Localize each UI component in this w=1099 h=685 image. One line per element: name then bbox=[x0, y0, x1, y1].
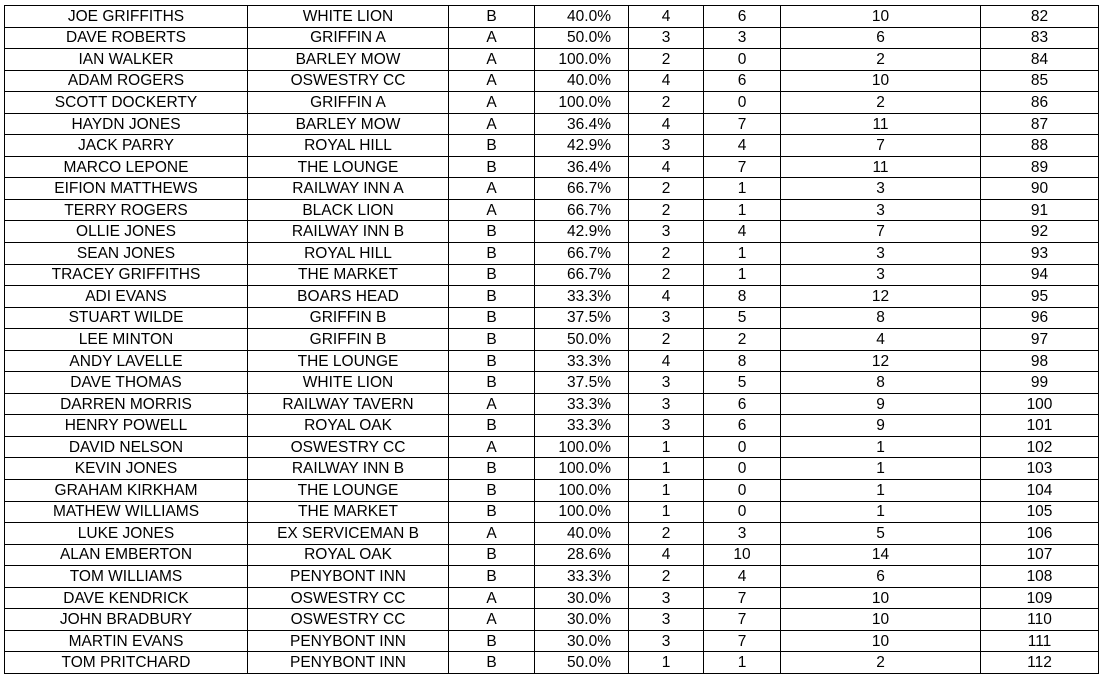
rank-cell: 82 bbox=[981, 6, 1099, 28]
division-cell: B bbox=[449, 135, 535, 157]
player-name-cell: SEAN JONES bbox=[5, 243, 248, 265]
games-lost-cell: 6 bbox=[704, 70, 781, 92]
table-row bbox=[5, 393, 1099, 415]
games-won-cell: 1 bbox=[629, 436, 704, 458]
player-name-cell: DAVE ROBERTS bbox=[5, 27, 248, 49]
rank-cell: 101 bbox=[981, 415, 1099, 437]
division-cell: A bbox=[449, 92, 535, 114]
win-percentage-cell: 37.5% bbox=[535, 307, 629, 329]
player-name-cell: ADI EVANS bbox=[5, 286, 248, 308]
player-name-cell: EIFION MATTHEWS bbox=[5, 178, 248, 200]
games-won-cell: 3 bbox=[629, 630, 704, 652]
games-lost-cell: 3 bbox=[704, 523, 781, 545]
division-cell: A bbox=[449, 587, 535, 609]
table-row bbox=[5, 135, 1099, 157]
team-name-cell: RAILWAY TAVERN bbox=[248, 393, 449, 415]
player-name-cell: IAN WALKER bbox=[5, 49, 248, 71]
rank-cell: 83 bbox=[981, 27, 1099, 49]
table-row bbox=[5, 178, 1099, 200]
games-lost-cell: 7 bbox=[704, 113, 781, 135]
games-won-cell: 3 bbox=[629, 587, 704, 609]
table-row bbox=[5, 652, 1099, 674]
team-name-cell: THE MARKET bbox=[248, 264, 449, 286]
games-lost-cell: 1 bbox=[704, 178, 781, 200]
rank-cell: 96 bbox=[981, 307, 1099, 329]
team-name-cell: RAILWAY INN B bbox=[248, 221, 449, 243]
table-row bbox=[5, 566, 1099, 588]
win-percentage-cell: 66.7% bbox=[535, 243, 629, 265]
division-cell: B bbox=[449, 221, 535, 243]
rank-cell: 103 bbox=[981, 458, 1099, 480]
player-name-cell: DAVID NELSON bbox=[5, 436, 248, 458]
division-cell: A bbox=[449, 113, 535, 135]
rank-cell: 87 bbox=[981, 113, 1099, 135]
player-name-cell: HENRY POWELL bbox=[5, 415, 248, 437]
games-won-cell: 3 bbox=[629, 415, 704, 437]
rank-cell: 94 bbox=[981, 264, 1099, 286]
team-name-cell: PENYBONT INN bbox=[248, 630, 449, 652]
rank-cell: 102 bbox=[981, 436, 1099, 458]
games-lost-cell: 1 bbox=[704, 264, 781, 286]
division-cell: B bbox=[449, 329, 535, 351]
win-percentage-cell: 100.0% bbox=[535, 458, 629, 480]
player-name-cell: TOM WILLIAMS bbox=[5, 566, 248, 588]
table-row bbox=[5, 113, 1099, 135]
games-played-cell: 7 bbox=[781, 135, 981, 157]
rank-cell: 86 bbox=[981, 92, 1099, 114]
rank-cell: 108 bbox=[981, 566, 1099, 588]
division-cell: B bbox=[449, 480, 535, 502]
win-percentage-cell: 40.0% bbox=[535, 523, 629, 545]
games-played-cell: 12 bbox=[781, 350, 981, 372]
games-won-cell: 2 bbox=[629, 264, 704, 286]
division-cell: B bbox=[449, 307, 535, 329]
player-name-cell: JOE GRIFFITHS bbox=[5, 6, 248, 28]
player-name-cell: JACK PARRY bbox=[5, 135, 248, 157]
division-cell: B bbox=[449, 415, 535, 437]
games-played-cell: 5 bbox=[781, 523, 981, 545]
rank-cell: 93 bbox=[981, 243, 1099, 265]
win-percentage-cell: 33.3% bbox=[535, 350, 629, 372]
rank-cell: 97 bbox=[981, 329, 1099, 351]
rank-cell: 110 bbox=[981, 609, 1099, 631]
games-lost-cell: 5 bbox=[704, 372, 781, 394]
games-lost-cell: 7 bbox=[704, 587, 781, 609]
player-name-cell: ADAM ROGERS bbox=[5, 70, 248, 92]
player-name-cell: HAYDN JONES bbox=[5, 113, 248, 135]
games-won-cell: 4 bbox=[629, 113, 704, 135]
win-percentage-cell: 42.9% bbox=[535, 221, 629, 243]
table-row bbox=[5, 609, 1099, 631]
games-lost-cell: 1 bbox=[704, 652, 781, 674]
games-won-cell: 4 bbox=[629, 350, 704, 372]
win-percentage-cell: 100.0% bbox=[535, 501, 629, 523]
rank-cell: 89 bbox=[981, 156, 1099, 178]
win-percentage-cell: 40.0% bbox=[535, 70, 629, 92]
table-row bbox=[5, 27, 1099, 49]
games-played-cell: 6 bbox=[781, 566, 981, 588]
games-played-cell: 2 bbox=[781, 49, 981, 71]
division-cell: B bbox=[449, 350, 535, 372]
team-name-cell: PENYBONT INN bbox=[248, 652, 449, 674]
team-name-cell: GRIFFIN B bbox=[248, 329, 449, 351]
team-name-cell: ROYAL HILL bbox=[248, 243, 449, 265]
games-won-cell: 3 bbox=[629, 393, 704, 415]
division-cell: A bbox=[449, 49, 535, 71]
player-name-cell: SCOTT DOCKERTY bbox=[5, 92, 248, 114]
games-won-cell: 4 bbox=[629, 6, 704, 28]
games-lost-cell: 7 bbox=[704, 630, 781, 652]
games-played-cell: 2 bbox=[781, 92, 981, 114]
player-name-cell: ANDY LAVELLE bbox=[5, 350, 248, 372]
table-row bbox=[5, 156, 1099, 178]
division-cell: B bbox=[449, 652, 535, 674]
games-played-cell: 11 bbox=[781, 156, 981, 178]
player-name-cell: STUART WILDE bbox=[5, 307, 248, 329]
division-cell: A bbox=[449, 178, 535, 200]
team-name-cell: EX SERVICEMAN B bbox=[248, 523, 449, 545]
division-cell: B bbox=[449, 566, 535, 588]
player-name-cell: TRACEY GRIFFITHS bbox=[5, 264, 248, 286]
table-row bbox=[5, 372, 1099, 394]
games-won-cell: 3 bbox=[629, 307, 704, 329]
games-won-cell: 2 bbox=[629, 566, 704, 588]
games-won-cell: 2 bbox=[629, 523, 704, 545]
rank-cell: 111 bbox=[981, 630, 1099, 652]
games-lost-cell: 8 bbox=[704, 350, 781, 372]
win-percentage-cell: 33.3% bbox=[535, 393, 629, 415]
team-name-cell: GRIFFIN A bbox=[248, 27, 449, 49]
games-lost-cell: 4 bbox=[704, 566, 781, 588]
win-percentage-cell: 66.7% bbox=[535, 199, 629, 221]
games-played-cell: 4 bbox=[781, 329, 981, 351]
table-row bbox=[5, 501, 1099, 523]
team-name-cell: ROYAL HILL bbox=[248, 135, 449, 157]
team-name-cell: ROYAL OAK bbox=[248, 415, 449, 437]
win-percentage-cell: 50.0% bbox=[535, 329, 629, 351]
games-lost-cell: 1 bbox=[704, 243, 781, 265]
games-lost-cell: 10 bbox=[704, 544, 781, 566]
games-won-cell: 2 bbox=[629, 243, 704, 265]
games-played-cell: 10 bbox=[781, 587, 981, 609]
team-name-cell: OSWESTRY CC bbox=[248, 587, 449, 609]
games-played-cell: 8 bbox=[781, 372, 981, 394]
games-lost-cell: 6 bbox=[704, 6, 781, 28]
rank-cell: 99 bbox=[981, 372, 1099, 394]
team-name-cell: BARLEY MOW bbox=[248, 49, 449, 71]
division-cell: A bbox=[449, 199, 535, 221]
division-cell: B bbox=[449, 156, 535, 178]
games-played-cell: 3 bbox=[781, 264, 981, 286]
games-won-cell: 4 bbox=[629, 156, 704, 178]
games-played-cell: 10 bbox=[781, 70, 981, 92]
team-name-cell: WHITE LION bbox=[248, 372, 449, 394]
division-cell: A bbox=[449, 70, 535, 92]
games-lost-cell: 0 bbox=[704, 92, 781, 114]
games-won-cell: 1 bbox=[629, 652, 704, 674]
team-name-cell: THE LOUNGE bbox=[248, 480, 449, 502]
table-row bbox=[5, 307, 1099, 329]
games-won-cell: 3 bbox=[629, 609, 704, 631]
games-played-cell: 14 bbox=[781, 544, 981, 566]
games-played-cell: 1 bbox=[781, 458, 981, 480]
table-row bbox=[5, 458, 1099, 480]
win-percentage-cell: 100.0% bbox=[535, 436, 629, 458]
win-percentage-cell: 100.0% bbox=[535, 92, 629, 114]
table-row bbox=[5, 415, 1099, 437]
games-played-cell: 3 bbox=[781, 199, 981, 221]
division-cell: B bbox=[449, 243, 535, 265]
rank-cell: 90 bbox=[981, 178, 1099, 200]
division-cell: B bbox=[449, 630, 535, 652]
division-cell: A bbox=[449, 523, 535, 545]
rank-cell: 92 bbox=[981, 221, 1099, 243]
player-name-cell: MATHEW WILLIAMS bbox=[5, 501, 248, 523]
games-played-cell: 10 bbox=[781, 630, 981, 652]
table-row bbox=[5, 436, 1099, 458]
team-name-cell: OSWESTRY CC bbox=[248, 609, 449, 631]
rank-cell: 105 bbox=[981, 501, 1099, 523]
win-percentage-cell: 37.5% bbox=[535, 372, 629, 394]
team-name-cell: ROYAL OAK bbox=[248, 544, 449, 566]
division-cell: A bbox=[449, 393, 535, 415]
games-lost-cell: 7 bbox=[704, 609, 781, 631]
team-name-cell: THE LOUNGE bbox=[248, 156, 449, 178]
games-lost-cell: 0 bbox=[704, 436, 781, 458]
games-played-cell: 1 bbox=[781, 480, 981, 502]
games-played-cell: 10 bbox=[781, 6, 981, 28]
table-row bbox=[5, 523, 1099, 545]
games-played-cell: 11 bbox=[781, 113, 981, 135]
player-stats-body bbox=[5, 6, 1099, 674]
games-won-cell: 2 bbox=[629, 49, 704, 71]
games-played-cell: 1 bbox=[781, 501, 981, 523]
division-cell: A bbox=[449, 27, 535, 49]
team-name-cell: THE LOUNGE bbox=[248, 350, 449, 372]
table-row bbox=[5, 92, 1099, 114]
games-lost-cell: 0 bbox=[704, 480, 781, 502]
table-row bbox=[5, 587, 1099, 609]
win-percentage-cell: 42.9% bbox=[535, 135, 629, 157]
rank-cell: 109 bbox=[981, 587, 1099, 609]
rank-cell: 91 bbox=[981, 199, 1099, 221]
rank-cell: 107 bbox=[981, 544, 1099, 566]
win-percentage-cell: 30.0% bbox=[535, 630, 629, 652]
player-name-cell: KEVIN JONES bbox=[5, 458, 248, 480]
games-lost-cell: 4 bbox=[704, 135, 781, 157]
division-cell: B bbox=[449, 544, 535, 566]
team-name-cell: BLACK LION bbox=[248, 199, 449, 221]
games-won-cell: 4 bbox=[629, 286, 704, 308]
player-name-cell: OLLIE JONES bbox=[5, 221, 248, 243]
games-lost-cell: 6 bbox=[704, 415, 781, 437]
win-percentage-cell: 33.3% bbox=[535, 415, 629, 437]
player-name-cell: MARTIN EVANS bbox=[5, 630, 248, 652]
win-percentage-cell: 30.0% bbox=[535, 609, 629, 631]
table-row bbox=[5, 243, 1099, 265]
games-won-cell: 3 bbox=[629, 27, 704, 49]
table-row bbox=[5, 199, 1099, 221]
games-lost-cell: 4 bbox=[704, 221, 781, 243]
games-lost-cell: 5 bbox=[704, 307, 781, 329]
win-percentage-cell: 36.4% bbox=[535, 156, 629, 178]
table-row bbox=[5, 329, 1099, 351]
games-lost-cell: 6 bbox=[704, 393, 781, 415]
games-played-cell: 6 bbox=[781, 27, 981, 49]
team-name-cell: WHITE LION bbox=[248, 6, 449, 28]
rank-cell: 85 bbox=[981, 70, 1099, 92]
player-name-cell: DAVE KENDRICK bbox=[5, 587, 248, 609]
games-lost-cell: 2 bbox=[704, 329, 781, 351]
player-name-cell: JOHN BRADBURY bbox=[5, 609, 248, 631]
win-percentage-cell: 40.0% bbox=[535, 6, 629, 28]
games-played-cell: 3 bbox=[781, 243, 981, 265]
player-name-cell: DARREN MORRIS bbox=[5, 393, 248, 415]
games-won-cell: 4 bbox=[629, 70, 704, 92]
games-lost-cell: 1 bbox=[704, 199, 781, 221]
player-name-cell: MARCO LEPONE bbox=[5, 156, 248, 178]
division-cell: A bbox=[449, 609, 535, 631]
games-won-cell: 2 bbox=[629, 92, 704, 114]
team-name-cell: RAILWAY INN A bbox=[248, 178, 449, 200]
rank-cell: 112 bbox=[981, 652, 1099, 674]
games-played-cell: 2 bbox=[781, 652, 981, 674]
player-name-cell: LUKE JONES bbox=[5, 523, 248, 545]
team-name-cell: BARLEY MOW bbox=[248, 113, 449, 135]
games-won-cell: 3 bbox=[629, 221, 704, 243]
games-won-cell: 3 bbox=[629, 135, 704, 157]
table-row bbox=[5, 544, 1099, 566]
division-cell: B bbox=[449, 458, 535, 480]
player-name-cell: TERRY ROGERS bbox=[5, 199, 248, 221]
win-percentage-cell: 50.0% bbox=[535, 652, 629, 674]
team-name-cell: GRIFFIN A bbox=[248, 92, 449, 114]
games-played-cell: 7 bbox=[781, 221, 981, 243]
rank-cell: 98 bbox=[981, 350, 1099, 372]
team-name-cell: OSWESTRY CC bbox=[248, 70, 449, 92]
games-played-cell: 9 bbox=[781, 415, 981, 437]
table-row bbox=[5, 630, 1099, 652]
player-name-cell: LEE MINTON bbox=[5, 329, 248, 351]
games-lost-cell: 0 bbox=[704, 501, 781, 523]
games-played-cell: 12 bbox=[781, 286, 981, 308]
player-name-cell: DAVE THOMAS bbox=[5, 372, 248, 394]
games-played-cell: 3 bbox=[781, 178, 981, 200]
games-won-cell: 3 bbox=[629, 372, 704, 394]
games-played-cell: 9 bbox=[781, 393, 981, 415]
games-played-cell: 10 bbox=[781, 609, 981, 631]
games-lost-cell: 0 bbox=[704, 458, 781, 480]
division-cell: B bbox=[449, 6, 535, 28]
player-stats-table bbox=[4, 5, 1099, 674]
team-name-cell: THE MARKET bbox=[248, 501, 449, 523]
win-percentage-cell: 66.7% bbox=[535, 264, 629, 286]
player-name-cell: ALAN EMBERTON bbox=[5, 544, 248, 566]
games-lost-cell: 8 bbox=[704, 286, 781, 308]
win-percentage-cell: 28.6% bbox=[535, 544, 629, 566]
games-lost-cell: 7 bbox=[704, 156, 781, 178]
player-name-cell: TOM PRITCHARD bbox=[5, 652, 248, 674]
division-cell: B bbox=[449, 501, 535, 523]
games-played-cell: 1 bbox=[781, 436, 981, 458]
win-percentage-cell: 66.7% bbox=[535, 178, 629, 200]
team-name-cell: BOARS HEAD bbox=[248, 286, 449, 308]
games-won-cell: 2 bbox=[629, 329, 704, 351]
rank-cell: 100 bbox=[981, 393, 1099, 415]
division-cell: B bbox=[449, 264, 535, 286]
win-percentage-cell: 30.0% bbox=[535, 587, 629, 609]
rank-cell: 84 bbox=[981, 49, 1099, 71]
win-percentage-cell: 100.0% bbox=[535, 49, 629, 71]
win-percentage-cell: 50.0% bbox=[535, 27, 629, 49]
team-name-cell: GRIFFIN B bbox=[248, 307, 449, 329]
division-cell: A bbox=[449, 436, 535, 458]
win-percentage-cell: 36.4% bbox=[535, 113, 629, 135]
table-row bbox=[5, 221, 1099, 243]
team-name-cell: OSWESTRY CC bbox=[248, 436, 449, 458]
table-row bbox=[5, 70, 1099, 92]
table-row bbox=[5, 6, 1099, 28]
games-won-cell: 1 bbox=[629, 480, 704, 502]
rank-cell: 95 bbox=[981, 286, 1099, 308]
games-played-cell: 8 bbox=[781, 307, 981, 329]
table-row bbox=[5, 264, 1099, 286]
rank-cell: 104 bbox=[981, 480, 1099, 502]
table-row bbox=[5, 480, 1099, 502]
player-name-cell: GRAHAM KIRKHAM bbox=[5, 480, 248, 502]
division-cell: B bbox=[449, 286, 535, 308]
games-lost-cell: 0 bbox=[704, 49, 781, 71]
table-row bbox=[5, 49, 1099, 71]
games-won-cell: 2 bbox=[629, 178, 704, 200]
games-won-cell: 2 bbox=[629, 199, 704, 221]
win-percentage-cell: 33.3% bbox=[535, 286, 629, 308]
division-cell: B bbox=[449, 372, 535, 394]
rank-cell: 88 bbox=[981, 135, 1099, 157]
games-won-cell: 1 bbox=[629, 501, 704, 523]
games-won-cell: 4 bbox=[629, 544, 704, 566]
team-name-cell: RAILWAY INN B bbox=[248, 458, 449, 480]
table-row bbox=[5, 286, 1099, 308]
win-percentage-cell: 100.0% bbox=[535, 480, 629, 502]
table-row bbox=[5, 350, 1099, 372]
games-lost-cell: 3 bbox=[704, 27, 781, 49]
games-won-cell: 1 bbox=[629, 458, 704, 480]
team-name-cell: PENYBONT INN bbox=[248, 566, 449, 588]
rank-cell: 106 bbox=[981, 523, 1099, 545]
win-percentage-cell: 33.3% bbox=[535, 566, 629, 588]
